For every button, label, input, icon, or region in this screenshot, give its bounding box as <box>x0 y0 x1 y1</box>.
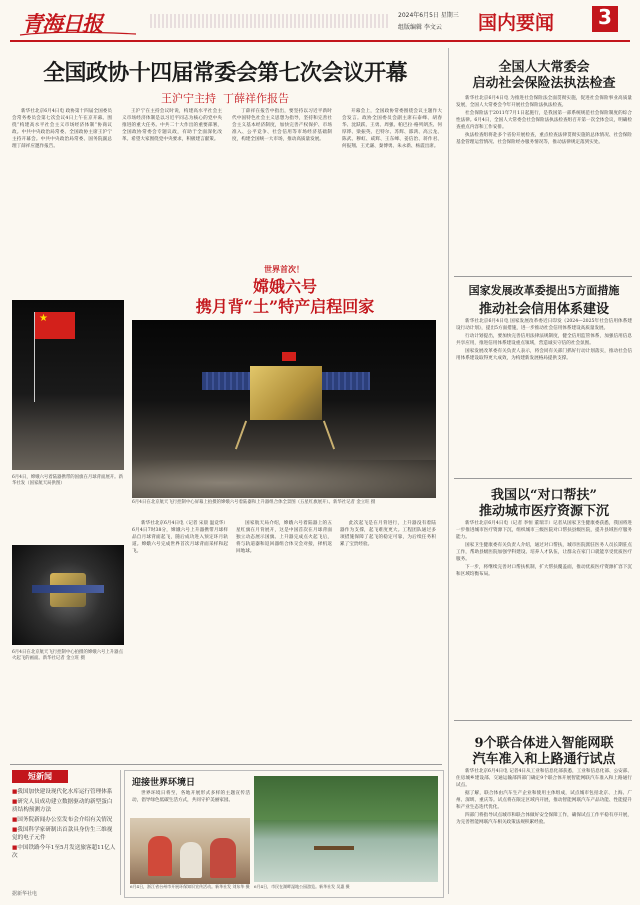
brief-logo-text: 短新闻 <box>28 771 52 781</box>
credit-paragraph: 行动计划提出，要加快完善信用法律法规制度，健全信用监管体系，加强信用信息共享应用，推进信用体系建设重点领域，营造诚实守信的社会氛围。 <box>456 334 632 346</box>
npc-headline-2: 启动社会保险法执法检查 <box>472 76 616 91</box>
medical-headline-1: 我国以“对口帮扶” <box>491 488 597 503</box>
section-rule <box>454 276 632 277</box>
orbit-photo <box>12 545 124 645</box>
change-paragraph: 国家航天局介绍，嫦娥六号着陆器上的五星红旗在月背展开，这是中国首次在月球背面独立动态展示国旗。上升器完成点火起飞后，将与轨道器和返回器组合体交会对接，择机返回地球。 <box>236 521 332 554</box>
npc-paragraph: 社会保险法于2011年7月1日起施行，是我国第一部系统规范社会保险制度的综合性法律。6月4日，全国人大常委会社会保险法执法检查组召开第一次全体会议，明确检查重点内容和工作安排。 <box>456 111 632 130</box>
solar-panel-icon <box>202 372 250 390</box>
solar-panel-icon <box>322 372 370 390</box>
medical-headline-2: 推动城市医疗资源下沉 <box>478 504 609 519</box>
lunar-main-caption: 6月4日在北京航天飞行控制中心屏幕上拍摄的嫦娥六号着陆器和上升器组合体全景图（五星红旗展开）。新华社记者 金立旺 摄 <box>132 500 376 505</box>
lander-body-icon <box>250 366 322 420</box>
flag-photo <box>12 300 124 470</box>
auto-body <box>456 768 632 896</box>
kids-photo <box>130 818 250 884</box>
auto-paragraph: 据了解，联合体由汽车生产企业和使用主体组成，试点城市包括北京、上海、广州、深圳、重庆等。试点将在限定区域内开展，推动智能网联汽车产品功能、性能提升和产业生态迭代优化。 <box>456 791 632 810</box>
lander-flag-icon <box>282 352 296 361</box>
change-headline-2: 携月背“土”特产启程回家 <box>195 297 375 316</box>
brief-logo <box>12 770 68 783</box>
credit-headline-2: 推动社会信用体系建设 <box>478 302 609 317</box>
newspaper-logo: 青海日报 <box>22 11 102 36</box>
lead-paragraph: 开幕会上，全国政协常委围绕会议主题作大会发言。政协全国委员会副主席石泰峰、胡春华、沈跃跃、王勇、周强、帕巴拉·格列朗杰、何厚铧、梁振英、巴特尔、苏辉、邵鸿、高云龙、陈武、穆虹、咸辉、王东峰、姜信治、蒋作君、何报翔、王光谦、秦博勇、朱永新、杨震出席。 <box>342 109 442 149</box>
page-number: 3 <box>598 5 612 29</box>
medical-paragraph: 新华社北京6月4日电（记者 李恒 董瑞丰）记者从国家卫生健康委获悉，我国将进一步推进城市医疗资源下沉，组织城市三级医院对口帮扶县级医院，提升县域医疗服务能力。 <box>456 521 632 540</box>
lead-paragraph: 丁薛祥在报告中指出，要坚持以习近平新时代中国特色社会主义思想为指导，坚持和完善社会主义基本经济制度，加快完善产权保护、市场准入、公平竞争、社会信用等市场经济基础制度，构建全国统一大市场，推动高质量发展。 <box>232 109 332 142</box>
brief-item: ■研究人员成功建立数据驱动的新型蛋白质结构预测方法 <box>12 799 113 813</box>
china-flag-icon: ★ <box>35 312 75 339</box>
world-caption-left: 6月4日，浙江省台州市开展环保知识宣传活动。新华社发 刘东华 摄 <box>130 884 250 889</box>
change-kicker: 世界首次！ <box>264 264 304 274</box>
change-body <box>132 520 436 760</box>
npc-paragraph: 执法检查组将赴多个省份开展检查，重点检查法律贯彻实施的总体情况、社会保险基金管理运营情况、社会保险经办服务情况等，推动法律规定落到实处。 <box>456 133 632 145</box>
masthead-rule <box>10 40 630 42</box>
npc-body <box>456 95 632 275</box>
credit-paragraph: 新华社北京6月4日电 国家发展改革委近日印发《2024—2025年社会信用体系建设行动计划》，提出5方面措施，进一步推动社会信用体系建设高质量发展。 <box>456 319 632 331</box>
change-paragraph: 此次起飞是在月背进行，上升器没有着陆器作为支撑，起飞难度更大。工程团队通过多项措施保障了起飞的稳定可靠，为后续任务积累了宝贵经验。 <box>340 521 436 547</box>
lead-headline: 全国政协十四届常委会第七次会议开幕 <box>43 60 407 86</box>
change-headline-1: 嫦娥六号 <box>252 277 317 296</box>
brief-item: ■我国科学家研制出首款具身仿生三维视觉的电子元件 <box>12 827 113 841</box>
orbit-caption: 6月4日在北京航天飞行控制中心拍摄的嫦娥六号上升器点火起飞的画面。新华社记者 金立旺 摄 <box>12 650 123 662</box>
credit-body <box>456 318 632 476</box>
world-paragraph: 世界环境日将至，各地开展形式多样的主题宣传活动，倡导绿色低碳生活方式，共同守护美丽家园。 <box>132 791 250 803</box>
world-headline: 迎接世界环境日 <box>132 778 196 788</box>
wetland-photo <box>254 776 438 882</box>
column-divider <box>448 48 449 894</box>
masthead-editor: 组版编辑 李文云 <box>398 24 442 31</box>
brief-list <box>12 788 116 862</box>
medical-body <box>456 520 632 720</box>
lead-paragraph: 新华社北京6月4日电 政协第十四届全国委员会常务委员会第七次会议4日上午在京开幕。围绕“构建高水平社会主义市场经济体制”协商议政。中共中央政治局常委、全国政协主席王沪宁主持开幕会。中共中央政治局常委、国务院副总理丁薛祥应邀作报告。 <box>12 109 112 149</box>
brief-footer: 据新华社电 <box>12 891 38 897</box>
section-rule <box>454 720 632 721</box>
logo-swash-icon <box>18 30 138 38</box>
change-paragraph: 新华社北京6月4日电（记者 宋晨 温竞华）6月4日7时38分，嫦娥六号上升器携带月球样品自月球背面起飞，随后成功进入预定环月轨道。嫦娥六号完成世界首次月球背面采样和起飞。 <box>132 521 228 554</box>
auto-headline-2: 汽车准入和上路通行试点 <box>472 752 616 767</box>
section-title: 国内要闻 <box>478 12 555 34</box>
auto-paragraph: 四部门将指导试点城市和联合体做好安全保障工作，确保试点工作平稳有序开展，为完善智能网联汽车相关政策法规积累经验。 <box>456 813 632 825</box>
brief-item: ■国务院新闻办公室发布会介绍有关情况 <box>12 817 113 823</box>
lunar-lander-photo <box>132 320 436 498</box>
masthead-date: 2024年6月5日 星期三 <box>398 12 459 19</box>
npc-paragraph: 新华社北京6月4日电 为推进社会保险法全面贯彻实施，促进社会保险事业高质量发展，全国人大常委会今年开展社会保险法执法检查。 <box>456 96 632 108</box>
section-rule <box>454 478 632 479</box>
medical-paragraph: 国家卫生健康委有关负责人介绍，通过对口帮扶，城市医院派驻医务人员长期驻点工作，帮助县级医院加强学科建设、培养人才队伍，让群众在家门口就能享受优质医疗服务。 <box>456 543 632 562</box>
world-caption-right: 6月4日，市民在湖畔湿地公园游览。新华社发 吴惠 摄 <box>254 884 350 889</box>
auto-headline-1: 9个联合体进入智能网联 <box>474 736 614 751</box>
column-divider <box>120 770 121 895</box>
brief-item: ■我国加快建设现代化水库运行管理体系 <box>12 789 113 795</box>
brief-item: ■中国铁路今年1至5月发送旅客超11亿人次 <box>12 845 116 859</box>
lead-subhead: 王沪宁主持 丁薛祥作报告 <box>161 92 289 105</box>
world-body <box>132 790 250 814</box>
masthead-stripe <box>150 14 390 28</box>
npc-headline-1: 全国人大常委会 <box>498 60 590 75</box>
flag-caption: 6月4日，嫦娥六号着陆器携带的国旗在月球背面展开。新华社发（国家航天局供图） <box>12 475 123 487</box>
lead-body <box>12 108 442 268</box>
credit-paragraph: 国家发展改革委有关负责人表示，将会同有关部门抓好行动计划落实，推动社会信用体系建设取得更大成效，为构建新发展格局提供支撑。 <box>456 349 632 361</box>
credit-headline-1: 国家发展改革委提出5方面措施 <box>468 284 620 297</box>
auto-paragraph: 新华社北京6月4日电 记者4日从工业和信息化部获悉，工业和信息化部、公安部、住房城乡建设部、交通运输部四部门确定9个联合体开展智能网联汽车准入和上路通行试点。 <box>456 769 632 788</box>
section-rule <box>10 764 442 765</box>
lead-paragraph: 王沪宁在主持会议时说，构建高水平社会主义市场经济体制是以习近平同志为核心的党中央推进的重大任务。中共二十大作出的重要部署，全国政协常委会专题议政，有助于全面深化改革。希望大家围绕党中央要求，积极建言献策。 <box>122 109 222 142</box>
medical-paragraph: 下一步，将继续完善对口帮扶机制，扩大帮扶覆盖面，推动优质医疗资源扩容下沉和区域均衡布局。 <box>456 565 632 577</box>
